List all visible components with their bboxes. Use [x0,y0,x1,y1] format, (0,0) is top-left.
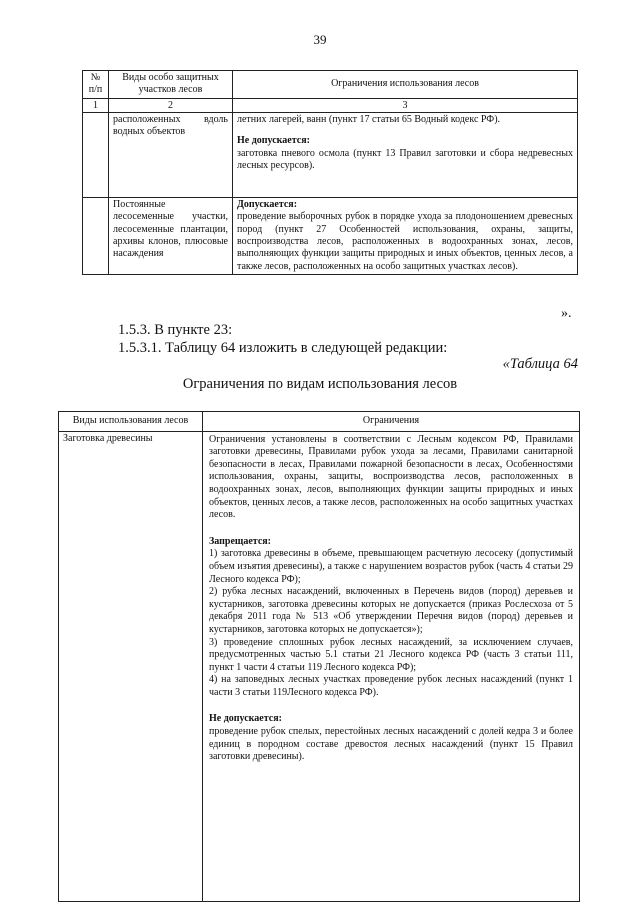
limits-cell [233,112,578,197]
prohibited-item: 1) заготовка древесины в объеме, превышающем расчетную лесосеку (допустимый объем изъятия древесины), а также с нарушением возрастов рубок (часть 4 статьи 29 Лесного кодекса РФ); [209,548,573,585]
table-row [83,112,578,197]
col-number: 1 [83,98,109,112]
limits-text: проведение выборочных рубок в порядке ухода за плодоношением древесных пород (пункт 27 Особенностей использования, охраны, защиты, воспроизводства лесов, расположенных в водоохранных зонах, лесов, выполняющих функции защиты природных и иных объектов, ценных лесов, а также лесов, расположенных на особо защитных участках лесов). [237,211,573,272]
area-type: расположенных вдоль водных объектов [109,112,233,197]
limits-text: летних лагерей, ванн (пункт 17 статьи 65 Водный кодекс РФ). [237,113,501,125]
row-num [83,197,109,274]
header-num: № п/п [83,71,109,99]
row-num [83,112,109,197]
table-header-row [59,412,580,432]
table-reference: «Таблица 64 [502,356,578,372]
not-allowed-text: проведение рубок спелых, перестойных лесных насаждений с долей кедра 3 и более единиц в породном составе древостоя лесных насаждений (пункт 15 Правил заготовки древесины). [209,726,573,763]
header-restrictions: Ограничения [203,412,580,432]
closing-quote: ». [561,306,572,321]
col-number: 3 [233,98,578,112]
header-usage-types: Виды использования лесов [59,412,203,432]
header-area-types: Виды особо защитных участков лесов [109,71,233,99]
amendment-line: 1.5.3. В пункте 23: [118,322,233,338]
table-header-row [83,71,578,99]
limits-heading: Не допускается: [237,135,310,147]
page-number: 39 [313,32,327,47]
prohibited-item: 2) рубка лесных насаждений, включенных в Перечень видов (пород) деревьев и кустарников, заготовка древесины которых не допускается (приказ Рослесхоза от 5 декабря 2011 года № 513 «Об утверждении Перечня видов (пород) деревьев и кустарников, заготовка которых не допускается»); [209,586,573,635]
usage-type: Заготовка древесины [59,431,203,901]
prohibited-item: 4) на заповедных лесных участках проведение рубок лесных насаждений (пункт 1 части 3 статьи 119Лесного кодекса РФ). [209,674,573,698]
table-row [83,197,578,274]
header-limits: Ограничения использования лесов [233,71,578,99]
restrictions-cell [203,431,580,901]
area-type: Постоянные лесосеменные участки, лесосеменные плантации, архивы клонов, плюсовые насаждения [109,197,233,274]
column-number-row [83,98,578,112]
table-row [59,431,580,901]
forest-areas-table [82,70,578,275]
col-number: 2 [109,98,233,112]
restrictions-intro: Ограничения установлены в соответствии с Лесным кодексом РФ, Правилами заготовки древесины, Правилами рубок ухода за лесами, Правилами санитарной безопасности в лесах, Правилами пожарной безопасности в лесах, Особенностями использования, охраны, защиты, воспроизводства лесов, расположенных в водоохранных зонах, лесов, выполняющих функции защиты природных и иных объектов, ценных лесов, а также лесов, расположенных на особо защитных участках лесов. [209,433,573,521]
usage-restrictions-table [58,411,580,902]
limits-heading: Допускается: [237,198,298,210]
prohibited-heading: Запрещается: [209,535,272,547]
limits-text: заготовка пневого осмола (пункт 13 Правил заготовки и сбора недревесных лесных ресурсов). [237,147,573,172]
prohibited-item: 3) проведение сплошных рубок лесных насаждений, за исключением случаев, предусмотренных частью 5.1 статьи 21 Лесного кодекса РФ (часть 3 статьи 111, пункт 1 части 4 статьи 119 Лесного кодекса РФ); [209,636,573,673]
not-allowed-heading: Не допускается: [209,713,282,725]
table-title: Ограничения по видам использования лесов [182,376,458,392]
limits-cell [233,197,578,274]
amendment-line: 1.5.3.1. Таблицу 64 изложить в следующей редакции: [118,340,448,356]
